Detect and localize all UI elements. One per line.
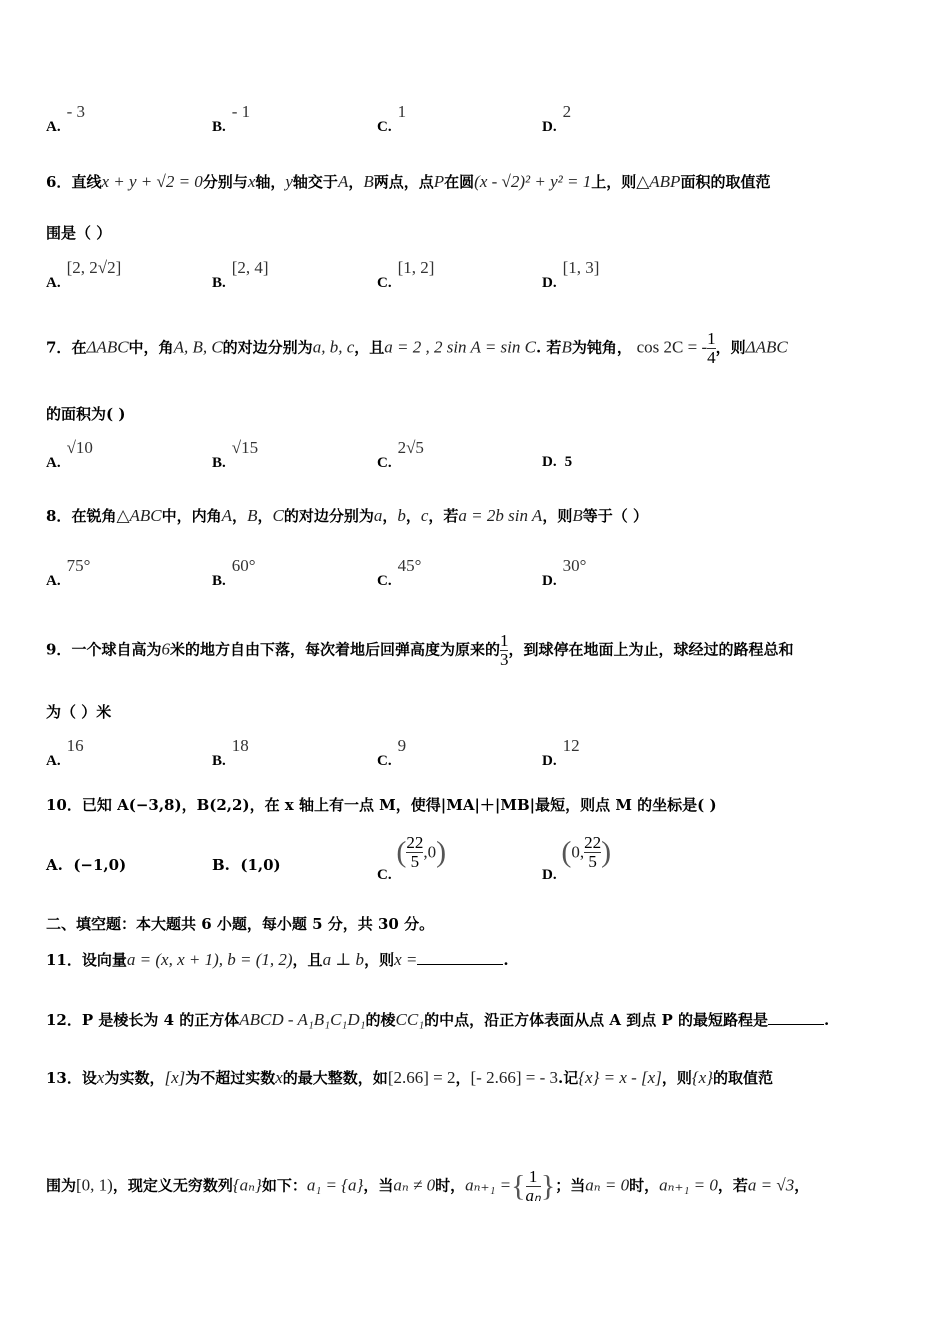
q7-stem-line2: 的面积为( ) — [46, 405, 126, 423]
q6-stem-line2: 围是（ ） — [46, 224, 112, 242]
q7-stem: 7．在ΔABC中，角A, B, C的对边分别为a, b, c，且a = 2 , 2 sin A = sin C. 若B为钝角， cos 2C = - $\frac{1}{4}$ ，则ΔABC — [46, 329, 788, 367]
q8-stem: 8．在锐角△ABC中，内角A，B，C的对边分别为a，b，c，若a = 2b sin A，则B等于（ ） — [46, 506, 648, 525]
q5-option-d: D.2 — [542, 102, 572, 135]
q7-fraction: $\frac{1}{4}$ — [707, 329, 716, 367]
q8-option-d: D.30° — [542, 556, 587, 589]
q6-option-a: A.[2, 2√2] — [46, 258, 122, 291]
q8-option-c: C.45° — [377, 556, 422, 589]
q7-option-c: C.2√5 — [377, 438, 424, 471]
q9-fraction: $\frac{1}{3}$ — [499, 631, 509, 669]
q13-stem-line2: 围为[0, 1)，现定义无穷数列{aₙ}如下：a₁ = {a}，当aₙ ≠ 0时，aₙ₊₁ ={ $\frac{1}{\text{aₙ}}$ }；当aₙ = 0时，aₙ₊₁ = 0，若a = √3， — [46, 1167, 810, 1205]
q9-stem-line2: 为（ ）米 — [46, 703, 112, 721]
q8-option-a: A.75° — [46, 556, 91, 589]
q8-option-b: B.60° — [212, 556, 256, 589]
q13-fraction: $\frac{1}{\text{aₙ}}$ — [525, 1167, 541, 1205]
q6-option-c: C.[1, 2] — [377, 258, 435, 291]
q9-option-a: A.16 — [46, 736, 84, 769]
q9-stem: 9．一个球自高为6米的地方自由下落，每次着地后回弹高度为原来的 $\frac{1}{3}$ ，到球停在地面上为止，球经过的路程总和 — [46, 631, 794, 669]
q10-stem: 10．已知 A(−3,8)，B(2,2)，在 x 轴上有一点 M，使得|MA|＋|MB|最短，则点 M 的坐标是( ) — [46, 796, 717, 814]
q7-option-a: A.√10 — [46, 438, 93, 471]
q12-stem: 12．P 是棱长为 4 的正方体ABCD - A₁B₁C₁D₁的棱CC₁的中点，沿正方体表面从点 A 到点 P 的最短路程是 . — [46, 1010, 830, 1029]
q7-option-d: D. 5 — [542, 454, 573, 470]
q6-option-b: B.[2, 4] — [212, 258, 269, 291]
section-fill-in-heading: 二、填空题：本大题共 6 小题，每小题 5 分，共 30 分。 — [46, 915, 435, 933]
q11-answer-blank[interactable] — [417, 964, 503, 965]
q11-stem: 11．设向量a = (x, x + 1), b = (1, 2)，且a ⊥ b，则x = . — [46, 950, 509, 969]
q10-option-d: D. (0, $\frac{22}{5}$ ) — [542, 833, 612, 883]
q5-option-a: A.- 3 — [46, 102, 86, 135]
q10-option-c: C. ( $\frac{22}{5}$ ,0) — [377, 833, 447, 883]
q9-option-d: D.12 — [542, 736, 580, 769]
q5-option-b: B.- 1 — [212, 102, 251, 135]
q10-option-a: A. (−1,0) — [46, 856, 127, 874]
q13-stem: 13．设x为实数，[x]为不超过实数x的最大整数，如[2.66] = 2，[- 2.66] = - 3.记{x} = x - [x]，则{x}的取值范 — [46, 1068, 774, 1087]
q7-option-b: B.√15 — [212, 438, 259, 471]
q9-option-b: B.18 — [212, 736, 249, 769]
q9-option-c: C.9 — [377, 736, 407, 769]
q5-option-c: C.1 — [377, 102, 407, 135]
q6-stem: 6．直线x + y + √2 = 0分别与x轴，y轴交于A，B两点，点P在圆(x - √2)² + y² = 1上，则△ABP面积的取值范 — [46, 172, 771, 191]
q12-answer-blank[interactable] — [768, 1024, 824, 1025]
q10-option-b: B. (1,0) — [212, 856, 281, 874]
q6-option-d: D.[1, 3] — [542, 258, 600, 291]
